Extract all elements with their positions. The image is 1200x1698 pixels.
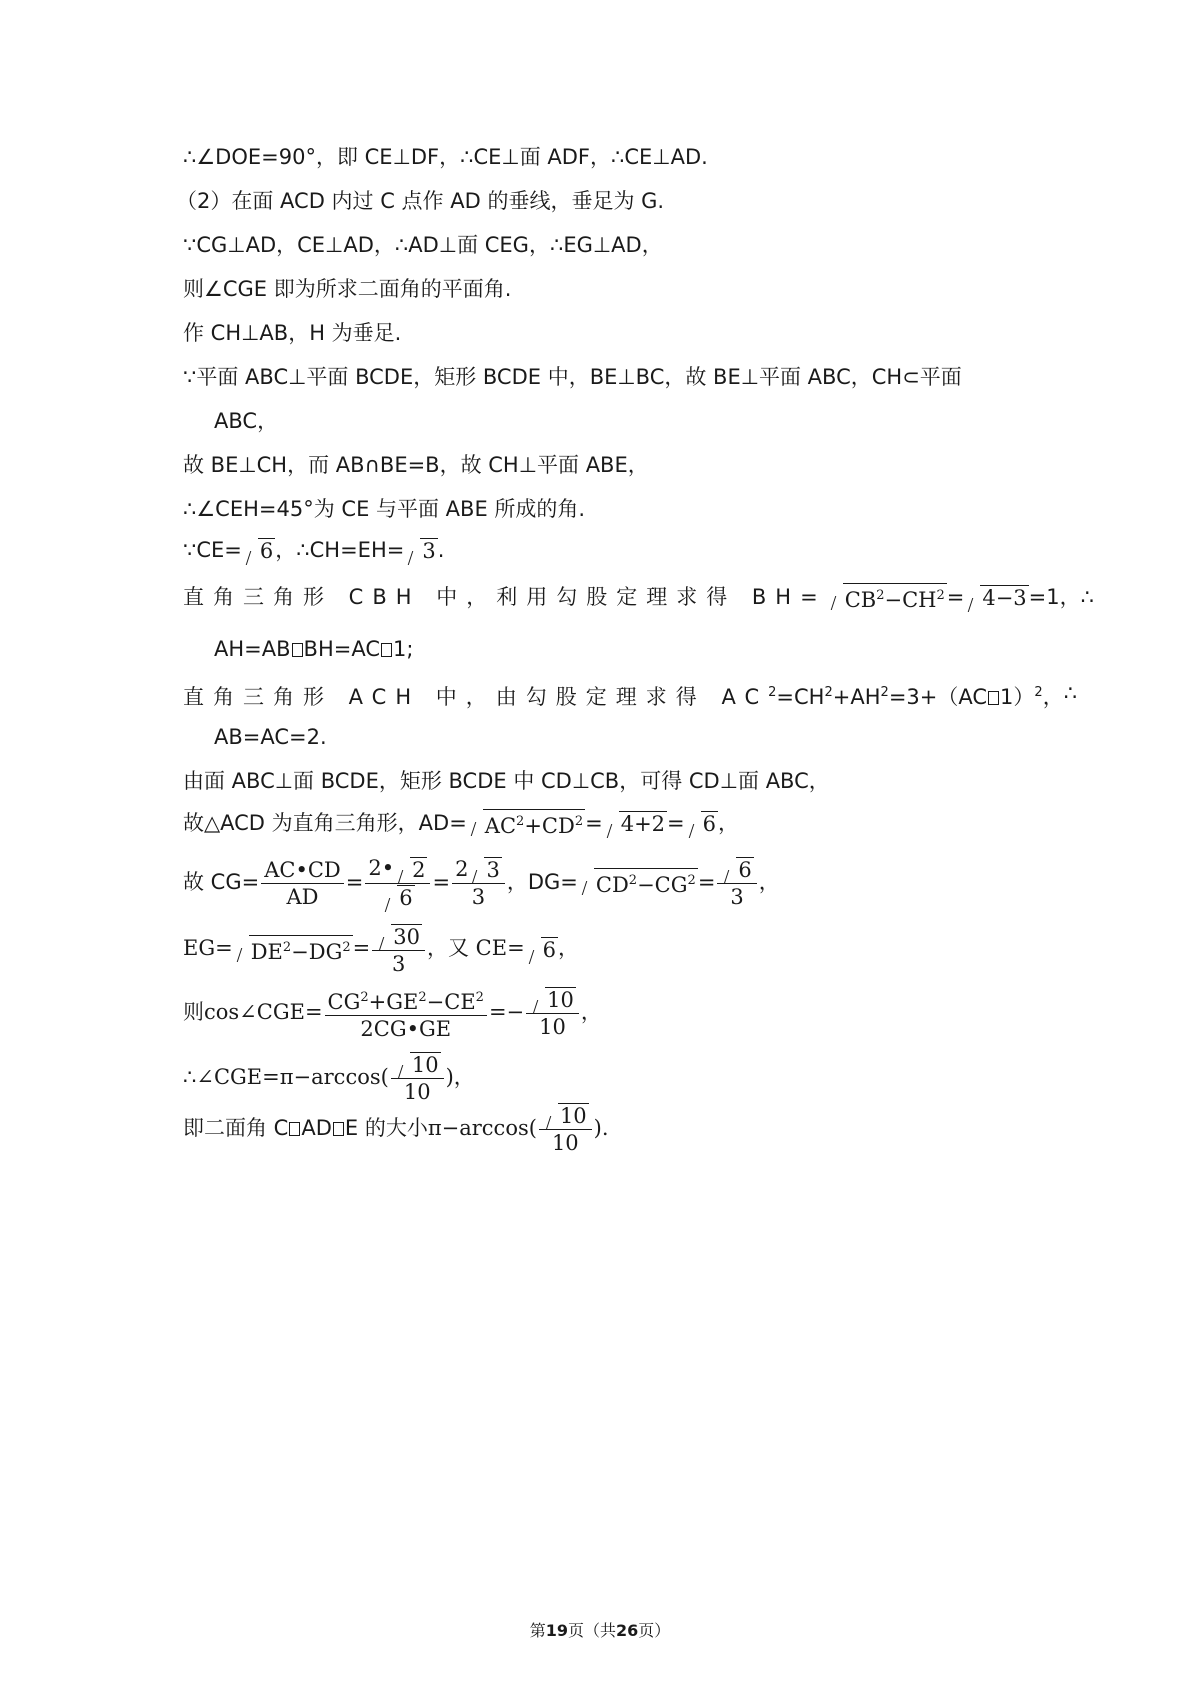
missing-glyph-box (289, 1122, 300, 1136)
text-line: 故 BE⊥CH，而 AB∩BE=B，故 CH⊥平面 ABE， (183, 453, 649, 477)
text-line: $EG= DE^2-DG^2=$ $\frac{30}{3}$ ，又 CE= 6， (183, 918, 579, 978)
fraction: $\frac{30}{3}$ (372, 922, 425, 977)
text-line: ∵CG⊥AD，CE⊥AD，∴AD⊥面 CEG，∴EG⊥AD， (183, 233, 663, 257)
fraction: $\frac{2 3}{3}$ (452, 856, 505, 911)
sqrt: 6 (525, 937, 558, 963)
page-footer: 第19页（共26页） (529, 1621, 671, 1640)
sqrt: $CB^2-CH^2$ (827, 583, 947, 613)
missing-glyph-box (292, 643, 303, 657)
fraction: $\frac{10}{10}$ (526, 986, 579, 1041)
text-line: 作 CH⊥AB，H 为垂足. (183, 321, 402, 345)
fraction: $\frac{10}{10}$ (539, 1102, 592, 1157)
text-line: 直角三角形 CBH 中，利用勾股定理求得 $BH= CB^2-CH^2= 4-3=1$， ∴ (183, 582, 943, 613)
text: ，∴CH=EH= (275, 538, 405, 562)
sqrt: $DE^2-DG^2$ (233, 935, 353, 965)
text-line: 故△ACD 为直角三角形，$AD= AC^2+CD^2= 4+2= 6$， (183, 811, 740, 838)
text: ∵CE= (183, 538, 242, 562)
sqrt: $CD^2-CG^2$ (578, 868, 698, 898)
fraction: $\frac{CG^2+GE^2-CE^2}{2CG•GE}$ (325, 985, 487, 1042)
sqrt: $AC^2+CD^2$ (467, 809, 585, 839)
text: . (437, 538, 445, 562)
text-line: 则cos∠CGE= $\frac{CG^2+GE^2-CE^2}{2CG•GE}$ =− $\frac{10}{10}$ ， (183, 982, 602, 1042)
text-line: ∴∠CGE=π−arccos( $\frac{10}{10}$ )， (183, 1047, 475, 1107)
sqrt: 4+2 (603, 811, 667, 837)
text-line: AB=AC=2. (214, 725, 327, 749)
text-line (183, 535, 444, 565)
text-line: （2）在面 ACD 内过 C 点作 AD 的垂线，垂足为 G. (176, 189, 665, 213)
missing-glyph-box (333, 1122, 344, 1136)
sqrt: 6 (242, 538, 275, 564)
text-line: 由面 ABC⊥面 BCDE，矩形 BCDE 中 CD⊥CB，可得 CD⊥面 ABC， (183, 769, 830, 793)
text-line: ∴∠DOE=90°，即 CE⊥DF，∴CE⊥面 ADF，∴CE⊥AD. (183, 145, 708, 169)
sqrt: 3 (404, 538, 437, 564)
text: 直角三角形 CBH 中，利用勾股定理求得 BH= (183, 585, 827, 609)
text-line: ∴∠CEH=45°为 CE 与平面 ABE 所成的角. (183, 497, 586, 521)
fraction: $\frac{AC•CD}{AD}$ (261, 857, 344, 910)
text-line: AH=AB BH=AC 1; (214, 637, 414, 661)
sqrt: 4−3 (964, 585, 1028, 611)
text: ∴ (1080, 585, 1095, 609)
fraction: $\frac{2• 2}{6}$ (365, 855, 430, 911)
missing-glyph-box (381, 643, 392, 657)
text-line: ABC， (214, 409, 279, 433)
text-line: 故 CG= $\frac{AC•CD}{AD}$ = $\frac{2• 2}{6}$ = $\frac{2 3}{3}$ ，$DG= CD^2-CG^2=$ $\frac{6}{3}$ ， (183, 856, 780, 910)
fraction: $\frac{10}{10}$ (391, 1051, 444, 1106)
text-line: ∵平面 ABC⊥平面 BCDE，矩形 BCDE 中，BE⊥BC，故 BE⊥平面 ABC，CH⊂平面 (183, 365, 962, 389)
fraction: $\frac{6}{3}$ (717, 856, 756, 911)
text-line: 即二面角 C AD E 的大小π−arccos( $\frac{10}{10}$ ). (183, 1098, 609, 1158)
missing-glyph-box (988, 691, 999, 705)
text-line: 直角三角形 ACH 中，由勾股定理求得 $AC^2=CH^2+AH^2=3+(AC$ 1）$^2$， ∴ (183, 681, 1078, 709)
text-line: 则∠CGE 即为所求二面角的平面角. (183, 277, 512, 301)
sqrt: 6 (685, 811, 718, 837)
